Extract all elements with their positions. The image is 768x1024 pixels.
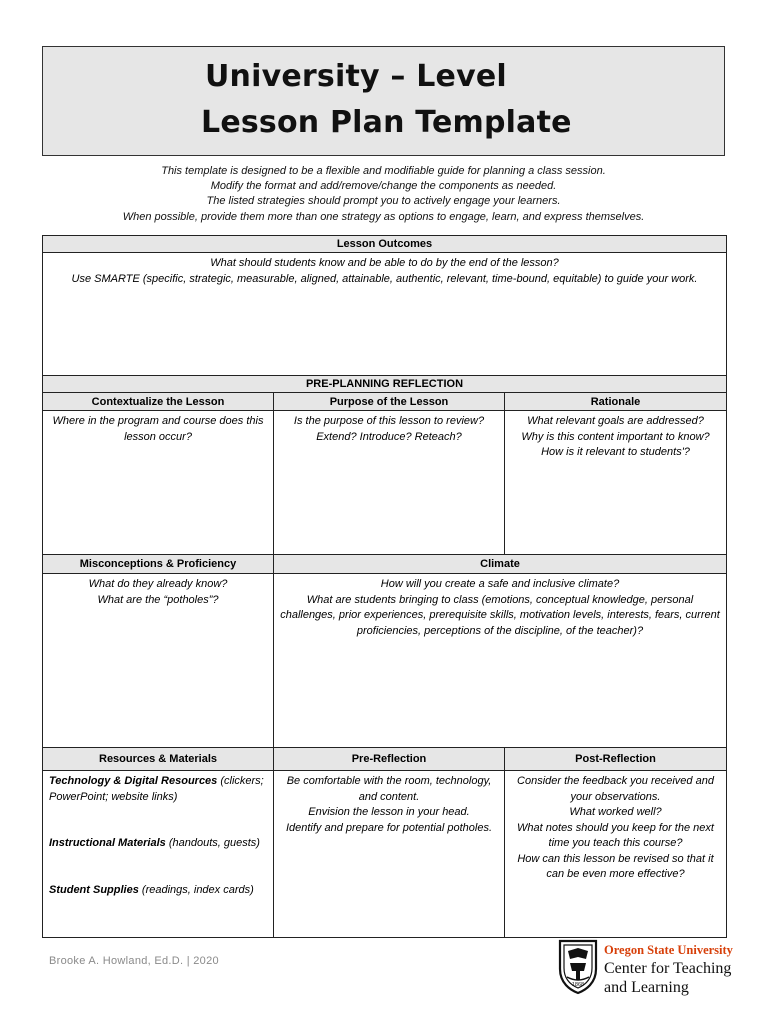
lesson-outcomes-cell[interactable] [42,252,727,376]
postreflection-line: can be even more effective? [546,868,685,880]
rationale-line: Why is this content important to know? [521,430,710,443]
postreflection-line: Consider the feedback you received and [517,775,714,787]
intro-line: Modify the format and add/remove/change the components as needed. [210,180,557,193]
postreflection-line: How can this lesson be revised so that it [517,852,714,865]
intro-line: The listed strategies should prompt you to actively engage your learners. [206,195,561,208]
contextualize-line: lesson occur? [124,430,192,443]
climate-line: challenges, prior experiences, prerequisite skills, motivation levels, interests, fears, current [280,609,720,621]
title-line-1: University – Level [205,59,507,94]
title-banner [42,46,725,156]
purpose-line: Is the purpose of this lesson to review? [293,415,485,427]
postreflection-cell[interactable] [504,770,727,938]
osu-logo [556,935,736,999]
resource-supplies-label: Student Supplies [49,883,139,896]
resource-instructional [49,836,267,852]
prereflection-cell[interactable] [273,770,505,938]
climate-line: proficiencies, perceptions of the discipline, of the teacher)? [356,624,644,637]
resource-instructional-label: Instructional Materials [49,837,166,849]
contextualize-cell[interactable] [42,410,274,555]
resource-supplies [49,883,267,899]
prereflection-line: Identify and prepare for potential potholes. [285,821,493,834]
logo-center-line-2: and Learning [604,979,689,996]
prereflection-line: and content. [358,790,420,803]
resource-technology [49,774,267,790]
outcomes-line: Use SMARTE (specific, strategic, measurable, aligned, attainable, authentic, relevant, time-bound, equitable) to guide your work. [71,272,698,285]
resource-technology-detail: (clickers; [217,775,264,787]
climate-line: What are students bringing to class (emotions, conceptual knowledge, personal [306,593,694,606]
postreflection-line: time you teach this course? [548,837,683,849]
climate-line: How will you create a safe and inclusive climate? [380,578,620,590]
logo-center-line-1: Center for Teaching [604,960,732,977]
lesson-outcomes-header: Lesson Outcomes [42,235,727,253]
resources-cell[interactable] [42,770,274,938]
resource-technology-label: Technology & Digital Resources [49,775,218,787]
misconceptions-line: What do they already know? [88,578,228,590]
logo-university-name: Oregon State University [604,943,733,957]
rationale-header: Rationale [504,392,727,411]
purpose-cell[interactable] [273,410,505,555]
resources-header: Resources & Materials [42,747,274,771]
misconceptions-cell[interactable] [42,573,274,748]
rationale-line: What relevant goals are addressed? [527,415,704,427]
intro-text [42,164,725,225]
climate-header: Climate [273,554,727,574]
postreflection-line: your observations. [570,790,661,803]
postreflection-line: What worked well? [569,806,662,818]
rationale-cell[interactable] [504,410,727,555]
climate-cell[interactable] [273,573,727,748]
osu-seal-icon [556,937,600,995]
purpose-line: Extend? Introduce? Reteach? [316,430,462,443]
author-credit: Brooke A. Howland, Ed.D. | 2020 [49,955,219,967]
purpose-header: Purpose of the Lesson [273,392,505,411]
postreflection-header: Post-Reflection [504,747,727,771]
preplanning-header: PRE-PLANNING REFLECTION [42,375,727,393]
osu-seal-year: 1868 [571,982,585,988]
contextualize-header: Contextualize the Lesson [42,392,274,411]
intro-line: This template is designed to be a flexible and modifiable guide for planning a class session. [161,165,606,177]
contextualize-line: Where in the program and course does this [52,415,264,427]
rationale-line: How is it relevant to students'? [541,446,690,458]
prereflection-line: Envision the lesson in your head. [308,806,470,818]
resource-instructional-detail: (handouts, guests) [165,837,260,849]
resource-supplies-detail: (readings, index cards) [138,883,254,896]
intro-line: When possible, provide them more than one strategy as options to engage, learn, and express themselves. [122,210,645,223]
resource-technology-detail-2: PowerPoint; website links) [49,790,178,803]
title-line-2: Lesson Plan Template [201,105,572,140]
prereflection-line: Be comfortable with the room, technology, [286,775,492,787]
prereflection-header: Pre-Reflection [273,747,505,771]
outcomes-line: What should students know and be able to do by the end of the lesson? [210,257,559,269]
misconceptions-line: What are the “potholes”? [97,593,219,606]
postreflection-line: What notes should you keep for the next [517,821,714,834]
misconceptions-header: Misconceptions & Proficiency [42,554,274,574]
